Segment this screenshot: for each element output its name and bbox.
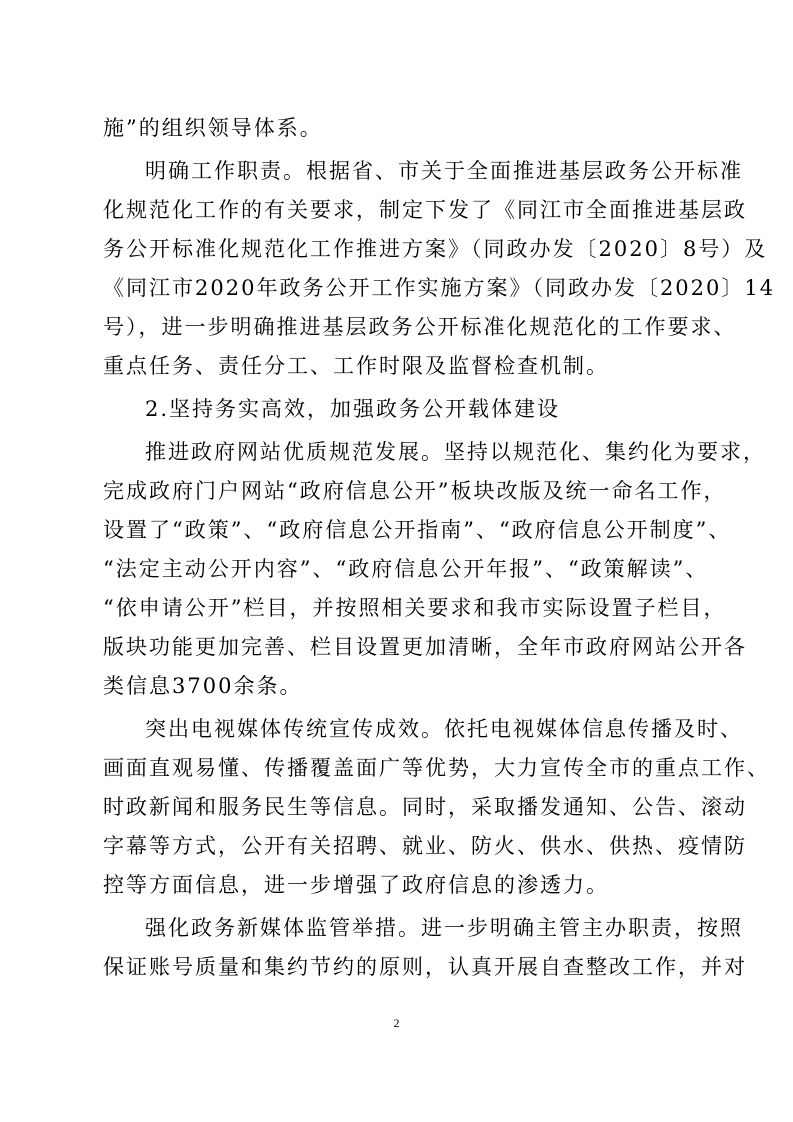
text-line: 号），进一步明确推进基层政务公开标准化规范化的工作要求、 xyxy=(103,315,737,339)
text-line: 施”的组织领导体系。 xyxy=(103,116,323,140)
text-line: 务公开标准化规范化工作推进方案》（同政办发〔2020〕8号）及 xyxy=(103,237,768,261)
page-number: 2 xyxy=(393,1016,400,1030)
text-line: “法定主动公开内容”、“政府信息公开年报”、“政策解读”、 xyxy=(103,557,709,581)
text-line: 版块功能更加完善、栏目设置更加清晰，全年市政府网站公开各 xyxy=(103,635,747,659)
text-line: 明确工作职责。根据省、市关于全面推进基层政务公开标准 xyxy=(145,159,743,183)
text-line: 化规范化工作的有关要求，制定下发了《同江市全面推进基层政 xyxy=(103,198,747,222)
text-line: 《同江市2020年政务公开工作实施方案》（同政办发〔2020〕14 xyxy=(103,276,776,300)
text-line: 控等方面信息，进一步增强了政府信息的渗透力。 xyxy=(103,873,609,897)
text-line: “依申请公开”栏目，并按照相关要求和我市实际设置子栏目， xyxy=(103,596,727,620)
text-line: 类信息3700余条。 xyxy=(103,674,303,698)
text-line: 重点任务、责任分工、工作时限及监督检查机制。 xyxy=(103,354,609,378)
text-line: 保证账号质量和集约节约的原则，认真开展自查整改工作，并对 xyxy=(103,955,747,979)
text-line: 时政新闻和服务民生等信息。同时，采取播发通知、公告、滚动 xyxy=(103,795,747,819)
text-line: 完成政府门户网站“政府信息公开”板块改版及统一命名工作， xyxy=(103,479,727,503)
section-heading: 2.坚持务实高效，加强政务公开载体建设 xyxy=(145,397,561,421)
text-line: 突出电视媒体传统宣传成效。依托电视媒体信息传播及时、 xyxy=(145,717,743,741)
text-line: 字幕等方式，公开有关招聘、就业、防火、供水、供热、疫情防 xyxy=(103,834,747,858)
text-line: 设置了“政策”、“政府信息公开指南”、“政府信息公开制度”、 xyxy=(103,518,732,542)
text-line: 推进政府网站优质规范发展。坚持以规范化、集约化为要求， xyxy=(145,440,766,464)
text-line: 画面直观易懂、传播覆盖面广等优势，大力宣传全市的重点工作、 xyxy=(103,756,770,780)
text-line: 强化政务新媒体监管举措。进一步明确主管主办职责，按照 xyxy=(145,916,743,940)
